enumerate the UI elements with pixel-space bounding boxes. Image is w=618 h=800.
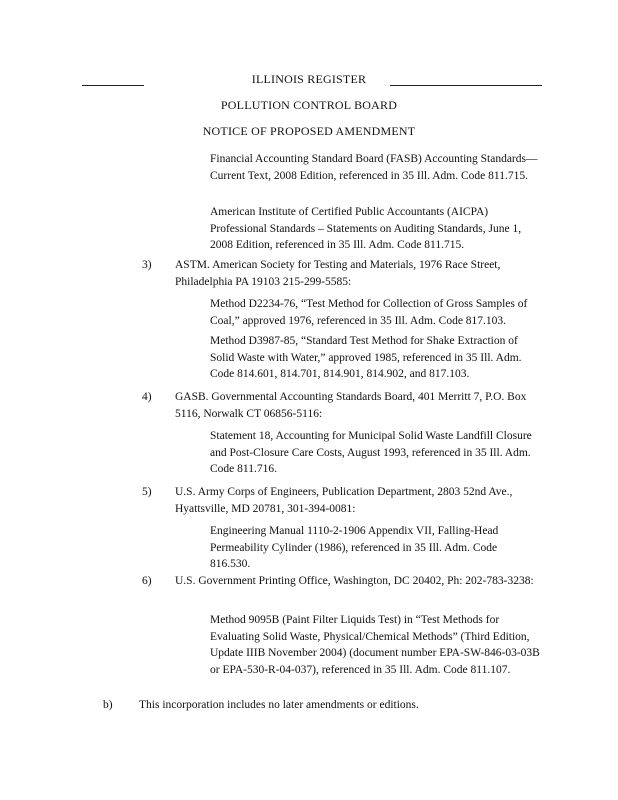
register-title: ILLINOIS REGISTER — [251, 72, 367, 86]
sub-item-astm-d2234: Method D2234-76, “Test Method for Collection of Gross Samples of Coal,” approved 1976, referenced in 35 Ill. Adm. Code 817.103. — [210, 298, 528, 327]
sub-item-astm-d3987: Method D3987-85, “Standard Test Method for Shake Extraction of Solid Waste with Water,” approved 1985, referenced in 35 Ill. Adm. Code 814.601, 814.701, 814.901, 814.902, and 817.103. — [210, 335, 522, 380]
item-number-b: b) — [103, 699, 113, 711]
notice-title: NOTICE OF PROPOSED AMENDMENT — [202, 124, 416, 138]
item-number-6: 6) — [142, 575, 152, 587]
item-astm: ASTM. American Society for Testing and Materials, 1976 Race Street, Philadelphia PA 19103 215-299-5585: — [175, 259, 501, 288]
item-number-5: 5) — [142, 486, 152, 498]
item-number-4: 4) — [142, 391, 152, 403]
item-gasb: GASB. Governmental Accounting Standards Board, 401 Merritt 7, P.O. Box 5116, Norwalk CT 06856-5116: — [175, 391, 527, 420]
board-title: POLLUTION CONTROL BOARD — [220, 98, 398, 112]
item-gpo: U.S. Government Printing Office, Washington, DC 20402, Ph: 202-783-3238: — [175, 575, 534, 587]
sub-item-engineering-manual: Engineering Manual 1110-2-1906 Appendix VII, Falling-Head Permeability Cylinder (1986), referenced in 35 Ill. Adm. Code 816.530. — [210, 525, 499, 570]
item-number-3: 3) — [142, 259, 152, 271]
item-incorporation-note: This incorporation includes no later amendments or editions. — [139, 699, 419, 711]
sub-item-gasb-statement: Statement 18, Accounting for Municipal Solid Waste Landfill Closure and Post-Closure Care Costs, August 1993, referenced in 35 Ill. Adm. Code 811.716. — [210, 430, 532, 475]
item-army-corps: U.S. Army Corps of Engineers, Publication Department, 2803 52nd Ave., Hyattsville, MD 20781, 301-394-0081: — [175, 486, 513, 515]
sub-item-aicpa: American Institute of Certified Public Accountants (AICPA) Professional Standards – Statements on Auditing Standards, June 1, 2008 Edition, referenced in 35 Ill. Adm. Code 811.715. — [210, 206, 522, 251]
sub-item-method-9095b: Method 9095B (Paint Filter Liquids Test) in “Test Methods for Evaluating Solid Waste, Physical/Chemical Methods” (Third Edition, Update IIIB November 2004) (document number EPA-SW-846-03-03B or EPA-530-R-04-037), referenced in 35 Ill. Adm. Code 811.107. — [210, 614, 540, 676]
sub-item-fasb: Financial Accounting Standard Board (FASB) Accounting Standards—Current Text, 2008 Edition, referenced in 35 Ill. Adm. Code 811.715. — [210, 153, 538, 182]
